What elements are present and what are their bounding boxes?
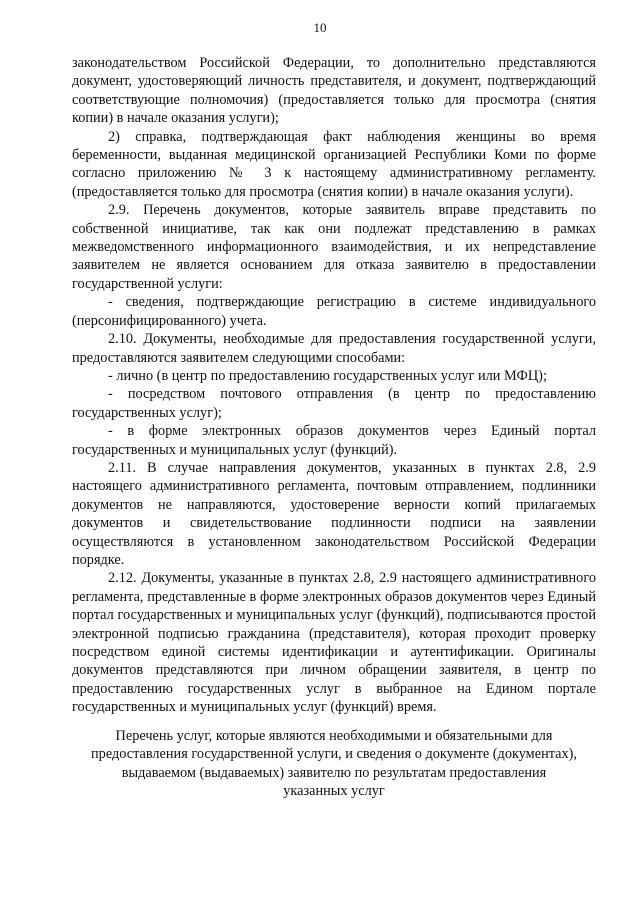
paragraph: 2) справка, подтверждающая факт наблюдения женщины во время беременности, выданная медицинской организацией Республики Коми по форме согласно приложению № 3 к настоящему административному регламенту. (предоставляется только для просмотра (снятия копии) в начале оказания услуги).: [72, 128, 596, 200]
body-text: [72, 54, 596, 717]
paragraph: 2.12. Документы, указанные в пунктах 2.8, 2.9 настоящего административного регламента, представленные в форме электронных образов документов через Единый портал государственных и муниципальных услуг (функций), подписываются простой электронной подписью гражданина (представителя), которая проходит проверку посредством единой системы идентификации и аутентификации. Оригиналы документов представляются при личном обращении заявителя, в центр по предоставлению государственных услуг в выбранное на Едином портале государственных и муниципальных услуг (функций) время.: [72, 570, 596, 716]
paragraph: - в форме электронных образов документов через Единый портал государственных и муниципальных услуг (функций).: [72, 423, 596, 458]
paragraph: 2.10. Документы, необходимые для предоставления государственной услуги, предоставляются заявителем следующими способами:: [72, 331, 596, 366]
paragraph: 2.11. В случае направления документов, указанных в пунктах 2.8, 2.9 настоящего административного регламента, почтовым отправлением, подлинники документов не направляются, удостоверение верности копий прилагаемых документов и свидетельствование подлинности подписи на заявлении осуществляются в установленном законодательством Российской Федерации порядке.: [72, 459, 596, 568]
heading-line: предоставления государственной услуги, и сведения о документе (документах),: [91, 746, 577, 763]
heading-line: Перечень услуг, которые являются необходимыми и обязательными для: [115, 728, 553, 744]
paragraph: - лично (в центр по предоставлению государственных услуг или МФЦ);: [108, 367, 547, 384]
page-number: 10: [313, 20, 327, 35]
paragraph: - посредством почтового отправления (в центр по предоставлению государственных услуг);: [72, 386, 596, 421]
section-heading: [72, 727, 596, 801]
paragraph: законодательством Российской Федерации, то дополнительно представляются документ, удостоверяющий личность представителя, и документ, подтверждающий соответствующие полномочия) (предоставляется только для просмотра (снятия копии) в начале оказания услуги);: [72, 55, 596, 127]
paragraph: - сведения, подтверждающие регистрацию в системе индивидуального (персонифицированного) учета.: [72, 294, 596, 329]
paragraph: 2.9. Перечень документов, которые заявитель вправе представить по собственной инициативе, так как они подлежат представлению в рамках межведомственного информационного взаимодействия, и их непредставление заявителем не является основанием для отказа заявителю в предоставлении государственной услуги:: [72, 202, 596, 292]
heading-line: выдаваемом (выдаваемых) заявителю по результатам предоставления: [121, 764, 547, 781]
heading-line: указанных услуг: [283, 783, 385, 800]
